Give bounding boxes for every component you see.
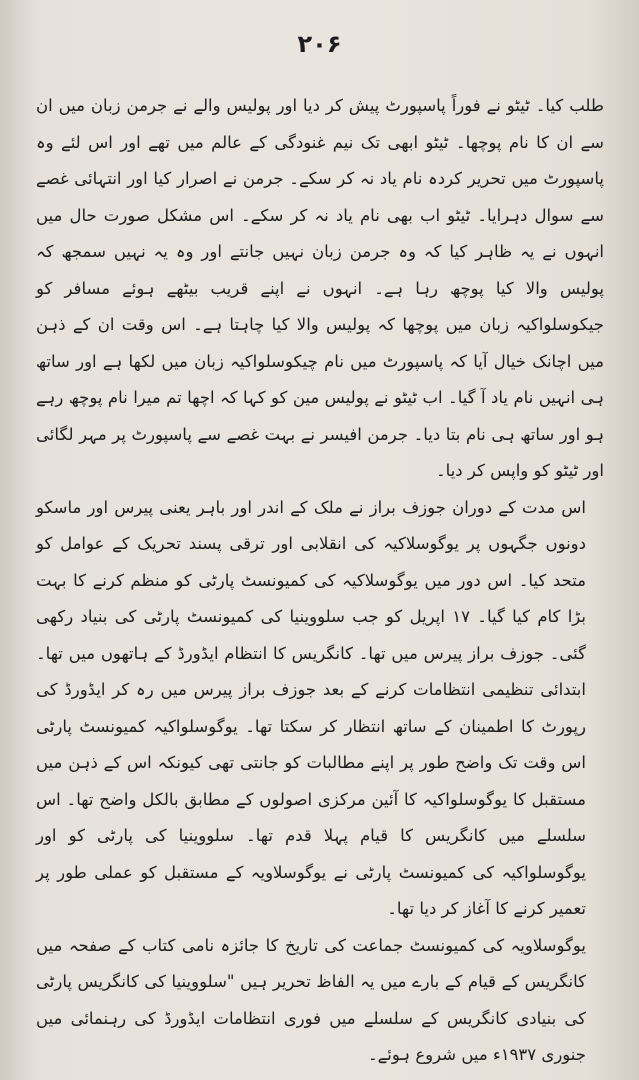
page-body — [36, 88, 604, 1074]
paragraph-2: اس مدت کے دوران جوزف براز نے ملک کے اندر اور باہر یعنی پیرس اور ماسکو دونوں جگہوں پر یوگوسلاکیہ کی انقلابی اور ترقی پسند تحریک کے عوامل کو متحد کیا۔ اس دور میں یوگوسلاکیہ کی کمیونسٹ پارٹی کو منظم کرنے کا بہت بڑا کام کیا گیا۔ ۱۷ اپریل کو جب سلووینیا کی کمیونسٹ پارٹی کی بنیاد رکھی گئی۔ جوزف براز پیرس میں تھا۔ کانگریس کا انتظام ایڈورڈ کے ہاتھوں میں تھا۔ ابتدائی تنظیمی انتظامات کرنے کے بعد جوزف براز پیرس میں رہ کر ایڈورڈ کی رپورٹ کا اطمینان کے ساتھ انتظار کر سکتا تھا۔ یوگوسلواکیہ کمیونسٹ پارٹی اس وقت تک واضح طور پر اپنے مطالبات کو جانتی تھی کیونکہ اس کے ذہن میں مستقبل کا یوگوسلواکیہ کا آئین مرکزی اصولوں کے مطابق بالکل واضح تھا۔ اس سلسلے میں کانگریس کا قیام پہلا قدم تھا۔ سلووینیا کی پارٹی کو اور یوگوسلواکیہ کی کمیونسٹ پارٹی نے یوگوسلاویہ کے مستقبل کو عملی طور پر تعمیر کرنے کا آغاز کر دیا تھا۔ — [36, 497, 587, 918]
page-number: ۲۰۶ — [297, 30, 342, 58]
paragraph-1: طلب کیا۔ ٹیٹو نے فوراً پاسپورٹ پیش کر دیا اور پولیس والے نے جرمن زبان میں ان سے ان کا نام پوچھا۔ ٹیٹو ابھی تک نیم غنودگی کے عالم میں تھے اور اس لئے وہ پاسپورٹ میں تحریر کردہ نام یاد نہ کر سکے۔ جرمن نے اصرار کیا اور انتہائی غصے سے سوال دہرایا۔ ٹیٹو اب بھی نام یاد نہ کر سکے۔ اس مشکل صورت حال میں انہوں نے یہ ظاہر کیا کہ وہ جرمن زبان نہیں جانتے اور وہ یہ نہیں سمجھ کہ پولیس والا کیا پوچھ رہا ہے۔ انہوں نے اپنے قریب بیٹھے ہوئے مسافر کو جیکوسلواکیہ زبان میں پوچھا کہ پولیس والا کیا چاہتا ہے۔ اس وقت ان کے ذہن میں اچانک خیال آیا کہ پاسپورٹ میں نام چیکوسلواکیہ زبان میں لکھا ہے اور ساتھ ہی انہیں نام یاد آ گیا۔ اب ٹیٹو نے پولیس مین کو کہا کہ اچھا تم میرا نام پوچھ رہے ہو اور ساتھ ہی نام بتا دیا۔ جرمن افیسر نے بہت غصے سے پاسپورٹ پر مہر لگائی اور ٹیٹو کو واپس کر دیا۔ — [36, 96, 604, 480]
paragraph-3: یوگوسلاویہ کی کمیونسٹ جماعت کی تاریخ کا جائزہ نامی کتاب کے صفحہ میں کانگریس کے قیام کے بارے میں یہ الفاظ تحریر ہیں "سلووینیا کی کانگریس پارٹی کی بنیادی کانگریس کے سلسلے میں فوری انتظامات ایڈورڈ کی رہنمائی میں جنوری ۱۹۳۷ء میں شروع ہوئے۔ — [36, 935, 586, 1064]
